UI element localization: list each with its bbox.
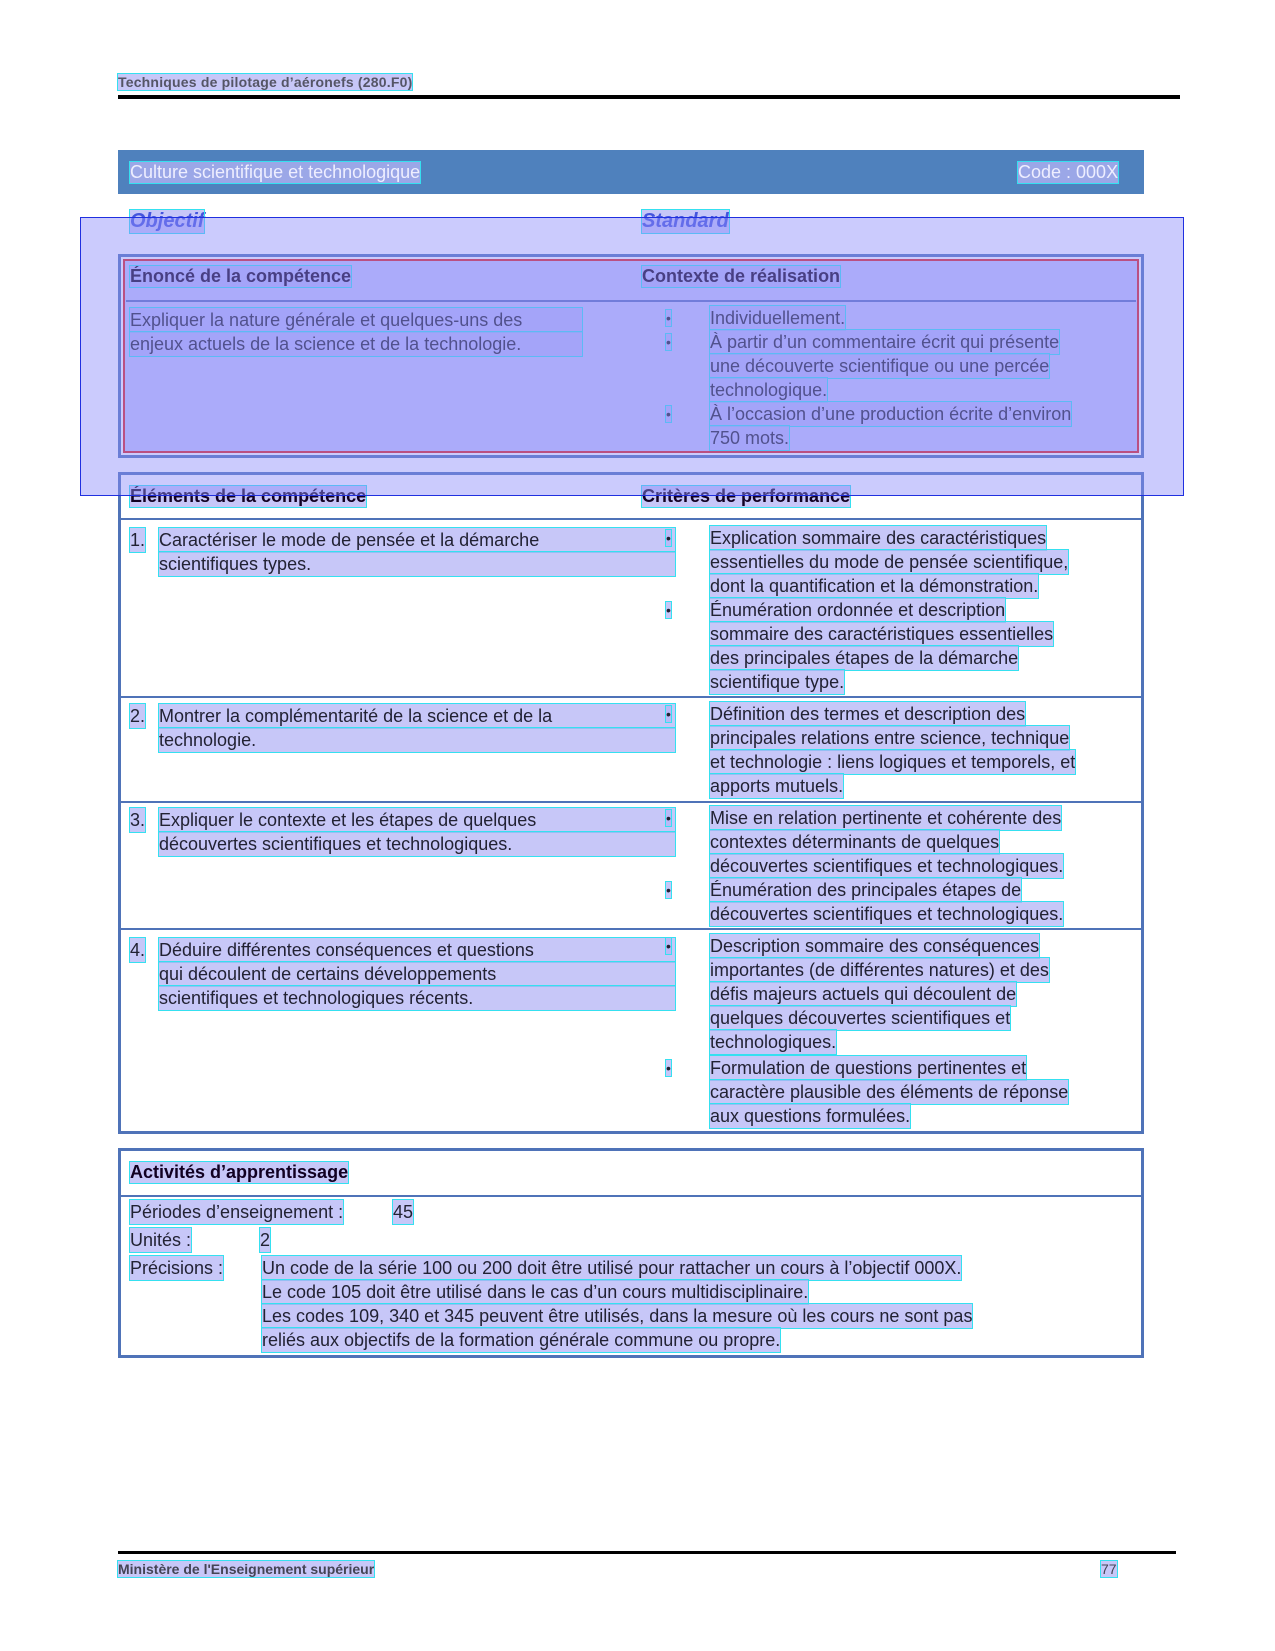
critere-line: sommaire des caractéristiques essentielles [710, 624, 1054, 644]
element-line: Montrer la complémentarité de la science et de la [159, 704, 675, 728]
unites-label: Unités : [130, 1230, 192, 1250]
critere-line: aux questions formulées. [710, 1106, 911, 1126]
critere-line: découvertes scientifiques et technologiques. [710, 856, 1064, 876]
precisions-line: reliés aux objectifs de la formation générale commune ou propre. [262, 1330, 781, 1350]
precisions-line: Le code 105 doit être utilisé dans le cas d’un cours multidisciplinaire. [262, 1282, 809, 1302]
critere-line: essentielles du mode de pensée scientifique, [710, 552, 1069, 572]
page-number: 77 [1101, 1561, 1117, 1577]
criteres-header: Critères de performance [642, 486, 851, 506]
critere-line: importantes (de différentes natures) et des [710, 960, 1049, 980]
element-line: technologie. [159, 728, 675, 752]
contexte-line: 750 mots. [710, 428, 790, 448]
contexte-line: technologique. [710, 380, 828, 400]
document-header-title: Techniques de pilotage d’aéronefs (280.F0) [118, 74, 413, 90]
bullet-icon: • [666, 530, 671, 546]
critere-line: Formulation de questions pertinentes et [710, 1058, 1027, 1078]
critere-line: des principales étapes de la démarche [710, 648, 1019, 668]
bullet-icon: • [666, 810, 671, 826]
contexte-header: Contexte de réalisation [642, 266, 841, 286]
enonce-line: Expliquer la nature générale et quelques-uns des [130, 308, 582, 332]
selection-overlay [80, 217, 1184, 496]
elements-header: Éléments de la compétence [130, 486, 367, 506]
critere-line: défis majeurs actuels qui découlent de [710, 984, 1017, 1004]
element-line: Caractériser le mode de pensée et la démarche [159, 528, 675, 552]
element-line: qui découlent de certains développements [159, 962, 675, 986]
element-number: 3. [130, 810, 146, 830]
bullet-icon: • [666, 602, 671, 618]
bullet-icon: • [666, 406, 671, 422]
critere-line: contextes déterminants de quelques [710, 832, 1000, 852]
critere-line: et technologie : liens logiques et temporels, et [710, 752, 1076, 772]
element-number: 2. [130, 706, 146, 726]
critere-line: Explication sommaire des caractéristiques [710, 528, 1047, 548]
activites-divider [121, 1195, 1141, 1197]
activites-header: Activités d’apprentissage [130, 1162, 349, 1182]
contexte-line: À l’occasion d’une production écrite d’environ [710, 404, 1072, 424]
contexte-line: une découverte scientifique ou une percée [710, 356, 1050, 376]
critere-line: technologiques. [710, 1032, 837, 1052]
critere-line: découvertes scientifiques et technologiques. [710, 904, 1064, 924]
table-divider [121, 801, 1141, 803]
table-divider [121, 518, 1141, 520]
table-divider [121, 696, 1141, 698]
contexte-line: À partir d’un commentaire écrit qui présente [710, 332, 1060, 352]
element-line: scientifiques types. [159, 552, 675, 576]
periodes-label: Périodes d’enseignement : [130, 1202, 344, 1222]
bullet-icon: • [666, 1060, 671, 1076]
enonce-line: enjeux actuels de la science et de la technologie. [130, 332, 582, 356]
footer-ministry: Ministère de l'Enseignement supérieur [118, 1561, 375, 1577]
critere-line: Énumération des principales étapes de [710, 880, 1022, 900]
course-title: Culture scientifique et technologique [130, 162, 421, 182]
unites-value: 2 [260, 1230, 271, 1250]
bullet-icon: • [666, 882, 671, 898]
critere-line: caractère plausible des éléments de réponse [710, 1082, 1069, 1102]
element-line: scientifiques et technologiques récents. [159, 986, 675, 1010]
contexte-line: Individuellement. [710, 308, 846, 328]
table-divider [121, 928, 1141, 930]
objectif-label: Objectif [130, 210, 205, 232]
bullet-icon: • [666, 334, 671, 350]
critere-line: scientifique type. [710, 672, 845, 692]
bullet-icon: • [666, 938, 671, 954]
element-line: découvertes scientifiques et technologiques. [159, 832, 675, 856]
periodes-value: 45 [393, 1202, 414, 1222]
precisions-line: Les codes 109, 340 et 345 peuvent être utilisés, dans la mesure où les cours ne sont pas [262, 1306, 973, 1326]
element-number: 4. [130, 940, 146, 960]
element-line: Expliquer le contexte et les étapes de quelques [159, 808, 675, 832]
header-rule [118, 95, 1180, 99]
bullet-icon: • [666, 310, 671, 326]
critere-line: apports mutuels. [710, 776, 844, 796]
enonce-header: Énoncé de la compétence [130, 266, 352, 286]
critere-line: quelques découvertes scientifiques et [710, 1008, 1011, 1028]
critere-line: Définition des termes et description des [710, 704, 1026, 724]
course-code: Code : 000X [1018, 162, 1119, 182]
critere-line: Énumération ordonnée et description [710, 600, 1006, 620]
critere-line: Description sommaire des conséquences [710, 936, 1040, 956]
precisions-label: Précisions : [130, 1258, 224, 1278]
critere-line: dont la quantification et la démonstration. [710, 576, 1039, 596]
critere-line: principales relations entre science, technique [710, 728, 1070, 748]
footer-rule [118, 1551, 1176, 1554]
precisions-line: Un code de la série 100 ou 200 doit être utilisé pour rattacher un cours à l’objectif 000X. [262, 1258, 962, 1278]
standard-label: Standard [642, 210, 729, 232]
element-number: 1. [130, 530, 146, 550]
bullet-icon: • [666, 706, 671, 722]
critere-line: Mise en relation pertinente et cohérente des [710, 808, 1062, 828]
element-line: Déduire différentes conséquences et questions [159, 938, 675, 962]
